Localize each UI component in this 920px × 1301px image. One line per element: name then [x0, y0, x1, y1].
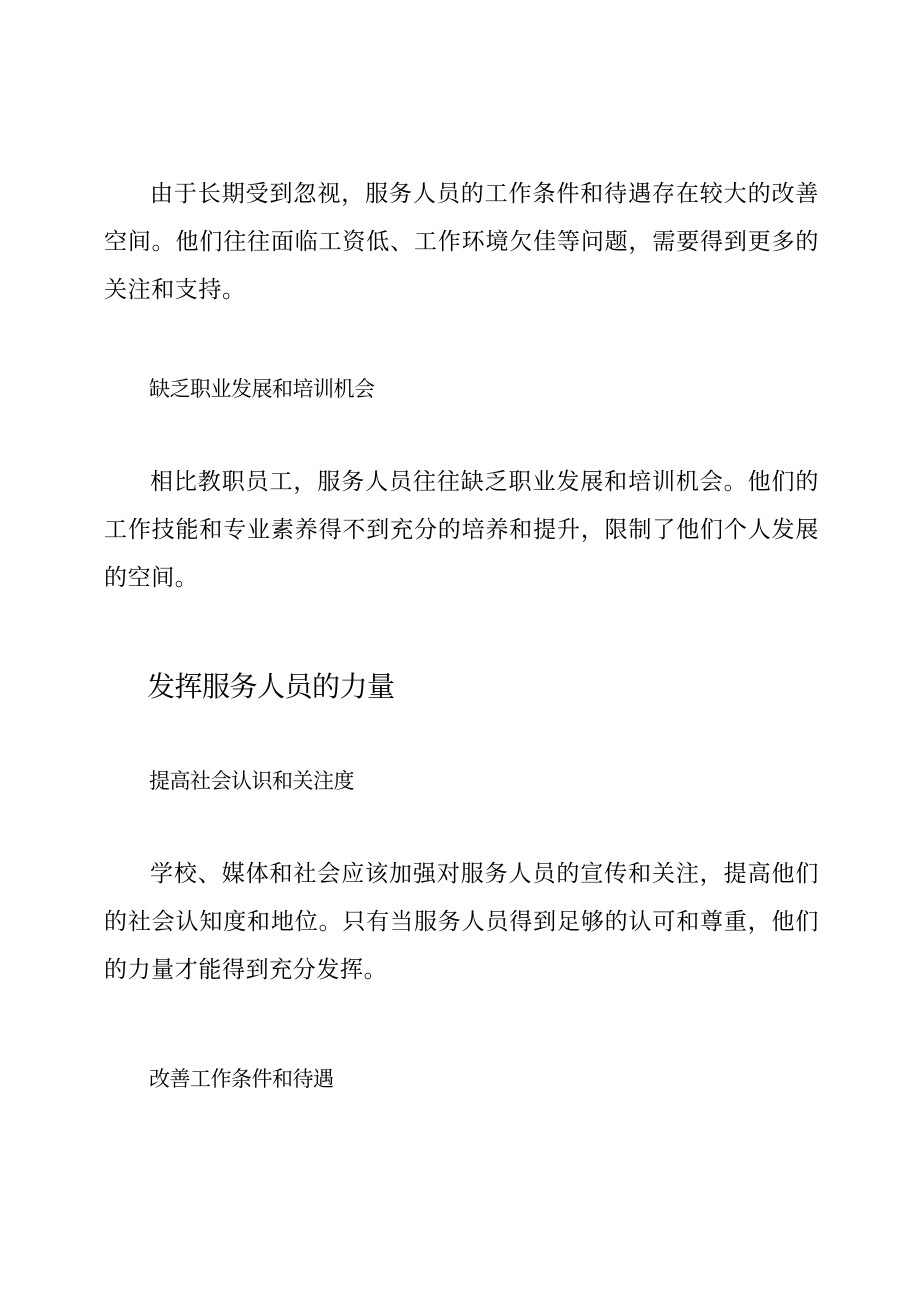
subheading-improve-conditions: 改善工作条件和待遇: [149, 1067, 334, 1091]
paragraph-social-recognition: 学校、媒体和社会应该加强对服务人员的宣传和关注，提高他们的社会认知度和地位。只有当服务人员得到足够的认可和尊重，他们的力量才能得到充分发挥。: [104, 861, 819, 983]
subheading-career-development: 缺乏职业发展和培训机会: [149, 377, 375, 401]
paragraph-career-development: 相比教职员工，服务人员往往缺乏职业发展和培训机会。他们的工作技能和专业素养得不到充分的培养和提升，限制了他们个人发展的空间。: [104, 469, 819, 591]
subheading-social-recognition: 提高社会认识和关注度: [149, 769, 354, 793]
paragraph-working-conditions: 由于长期受到忽视，服务人员的工作条件和待遇存在较大的改善空间。他们往往面临工资低、工作环境欠佳等问题，需要得到更多的关注和支持。: [104, 181, 819, 303]
section-heading-empower-staff: 发挥服务人员的力量: [147, 670, 395, 703]
